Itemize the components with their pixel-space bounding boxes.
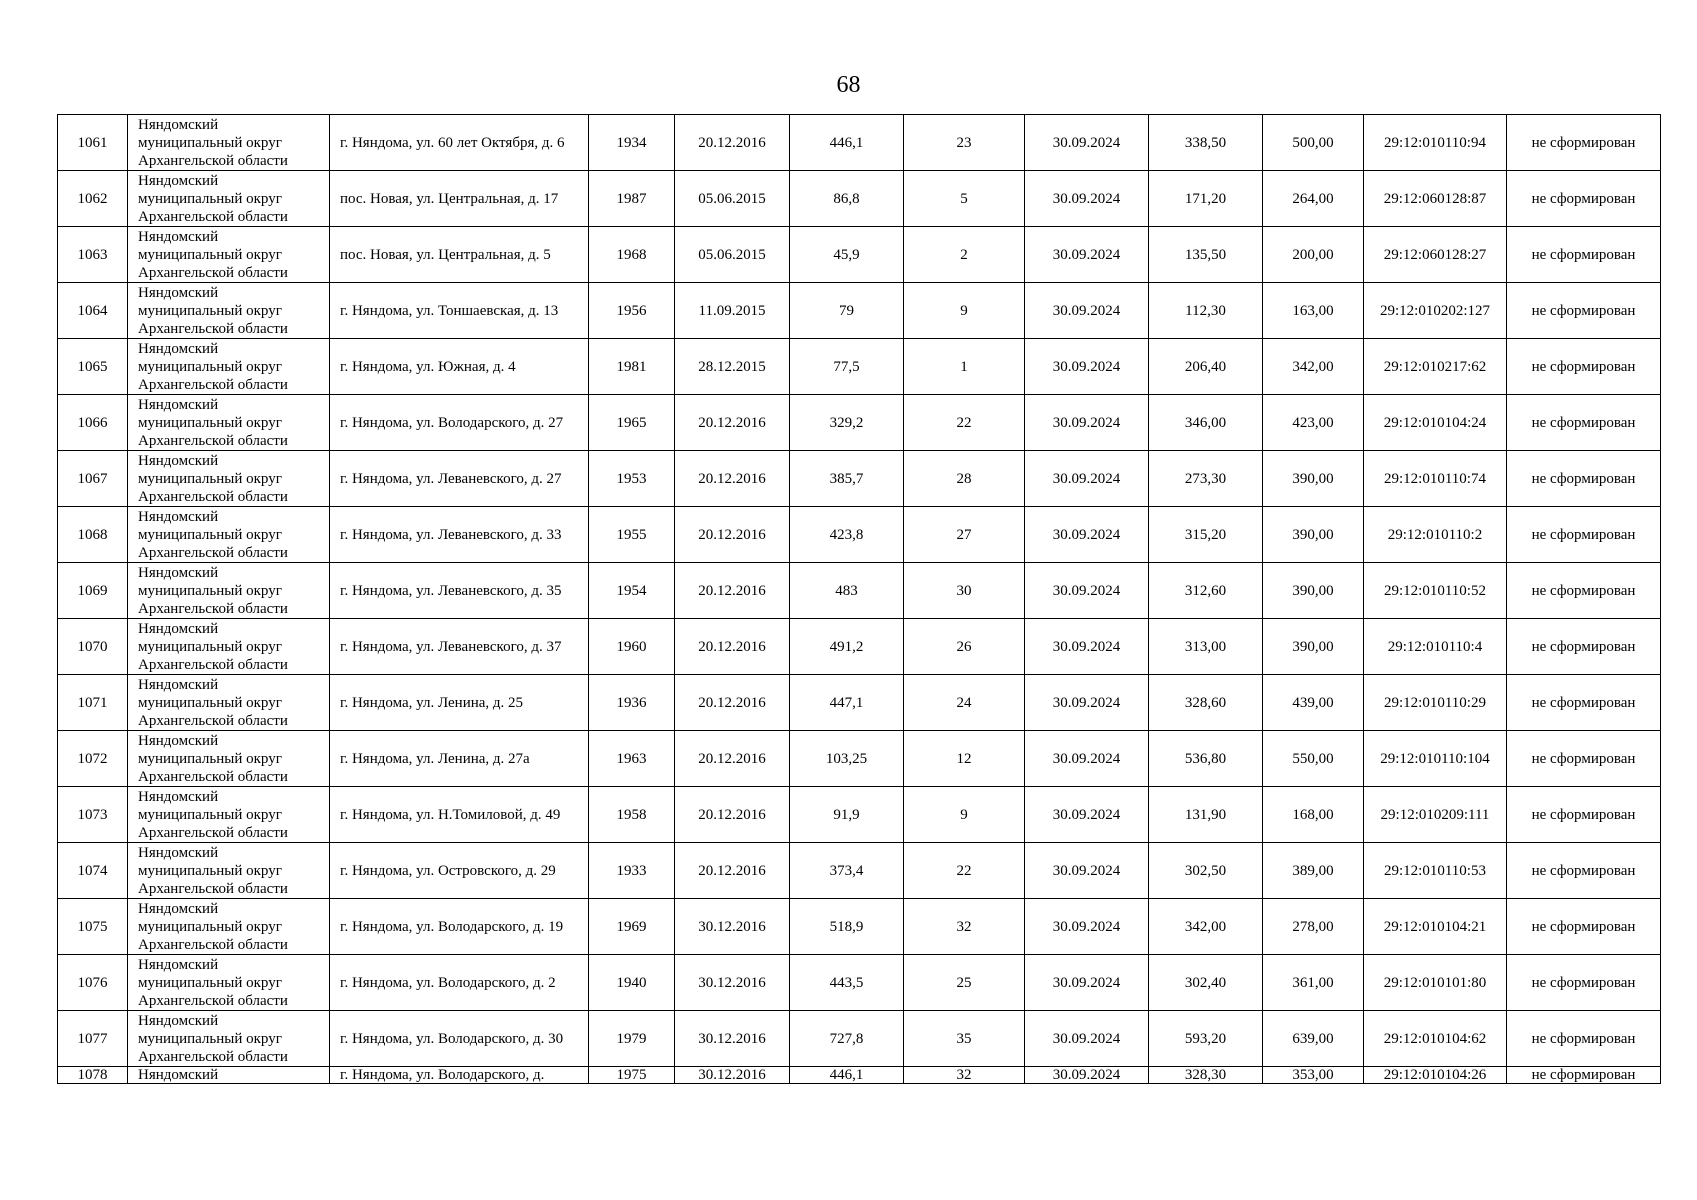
table-row xyxy=(58,451,1661,507)
owner-cell: Няндомский муниципальный округ Архангельской области xyxy=(128,731,330,787)
status-cell: не сформирован xyxy=(1507,955,1661,1011)
value-1-cell: 313,00 xyxy=(1149,619,1263,675)
table-row xyxy=(58,171,1661,227)
value-2-cell: 264,00 xyxy=(1263,171,1364,227)
row-number-cell: 1066 xyxy=(58,395,128,451)
value-2-cell: 390,00 xyxy=(1263,563,1364,619)
value-1-cell: 171,20 xyxy=(1149,171,1263,227)
date-cell: 20.12.2016 xyxy=(675,115,790,171)
plan-date-cell: 30.09.2024 xyxy=(1025,171,1149,227)
value-2-cell: 423,00 xyxy=(1263,395,1364,451)
date-cell: 20.12.2016 xyxy=(675,451,790,507)
status-cell: не сформирован xyxy=(1507,339,1661,395)
row-number-cell: 1067 xyxy=(58,451,128,507)
area-cell: 79 xyxy=(790,283,904,339)
date-cell: 11.09.2015 xyxy=(675,283,790,339)
year-cell: 1940 xyxy=(589,955,675,1011)
owner-cell: Няндомский муниципальный округ Архангельской области xyxy=(128,955,330,1011)
owner-cell: Няндомский муниципальный округ Архангельской области xyxy=(128,227,330,283)
table-row xyxy=(58,227,1661,283)
cadastral-number-cell: 29:12:060128:27 xyxy=(1364,227,1507,283)
table-row xyxy=(58,787,1661,843)
residents-cell: 35 xyxy=(904,1011,1025,1067)
table-row xyxy=(58,899,1661,955)
value-2-cell: 168,00 xyxy=(1263,787,1364,843)
date-cell: 20.12.2016 xyxy=(675,843,790,899)
date-cell: 05.06.2015 xyxy=(675,171,790,227)
plan-date-cell: 30.09.2024 xyxy=(1025,283,1149,339)
year-cell: 1979 xyxy=(589,1011,675,1067)
value-2-cell: 278,00 xyxy=(1263,899,1364,955)
value-1-cell: 338,50 xyxy=(1149,115,1263,171)
value-1-cell: 346,00 xyxy=(1149,395,1263,451)
value-2-cell: 353,00 xyxy=(1263,1067,1364,1084)
plan-date-cell: 30.09.2024 xyxy=(1025,955,1149,1011)
date-cell: 20.12.2016 xyxy=(675,395,790,451)
plan-date-cell: 30.09.2024 xyxy=(1025,451,1149,507)
value-2-cell: 200,00 xyxy=(1263,227,1364,283)
cadastral-number-cell: 29:12:010209:111 xyxy=(1364,787,1507,843)
table-row xyxy=(58,843,1661,899)
value-1-cell: 328,60 xyxy=(1149,675,1263,731)
address-cell: г. Няндома, ул. Леваневского, д. 33 xyxy=(330,507,589,563)
area-cell: 446,1 xyxy=(790,1067,904,1084)
plan-date-cell: 30.09.2024 xyxy=(1025,899,1149,955)
year-cell: 1953 xyxy=(589,451,675,507)
value-1-cell: 131,90 xyxy=(1149,787,1263,843)
address-cell: г. Няндома, ул. Володарского, д. 30 xyxy=(330,1011,589,1067)
owner-cell: Няндомский муниципальный округ Архангельской области xyxy=(128,619,330,675)
area-cell: 329,2 xyxy=(790,395,904,451)
row-number-cell: 1064 xyxy=(58,283,128,339)
row-number-cell: 1065 xyxy=(58,339,128,395)
address-cell: г. Няндома, ул. Островского, д. 29 xyxy=(330,843,589,899)
date-cell: 20.12.2016 xyxy=(675,619,790,675)
year-cell: 1934 xyxy=(589,115,675,171)
owner-cell: Няндомский xyxy=(128,1067,330,1084)
address-cell: г. Няндома, ул. Ленина, д. 27а xyxy=(330,731,589,787)
table-row xyxy=(58,955,1661,1011)
residents-cell: 9 xyxy=(904,283,1025,339)
registry-table xyxy=(57,114,1661,1084)
status-cell: не сформирован xyxy=(1507,171,1661,227)
row-number-cell: 1061 xyxy=(58,115,128,171)
value-1-cell: 302,50 xyxy=(1149,843,1263,899)
residents-cell: 5 xyxy=(904,171,1025,227)
plan-date-cell: 30.09.2024 xyxy=(1025,675,1149,731)
owner-cell: Няндомский муниципальный округ Архангельской области xyxy=(128,283,330,339)
area-cell: 103,25 xyxy=(790,731,904,787)
date-cell: 30.12.2016 xyxy=(675,1011,790,1067)
address-cell: пос. Новая, ул. Центральная, д. 5 xyxy=(330,227,589,283)
address-cell: г. Няндома, ул. Володарского, д. 2 xyxy=(330,955,589,1011)
address-cell: г. Няндома, ул. Володарского, д. 27 xyxy=(330,395,589,451)
value-1-cell: 312,60 xyxy=(1149,563,1263,619)
cadastral-number-cell: 29:12:010101:80 xyxy=(1364,955,1507,1011)
value-2-cell: 550,00 xyxy=(1263,731,1364,787)
year-cell: 1987 xyxy=(589,171,675,227)
row-number-cell: 1078 xyxy=(58,1067,128,1084)
row-number-cell: 1074 xyxy=(58,843,128,899)
area-cell: 443,5 xyxy=(790,955,904,1011)
cadastral-number-cell: 29:12:010110:2 xyxy=(1364,507,1507,563)
residents-cell: 1 xyxy=(904,339,1025,395)
owner-cell: Няндомский муниципальный округ Архангельской области xyxy=(128,843,330,899)
cadastral-number-cell: 29:12:010217:62 xyxy=(1364,339,1507,395)
status-cell: не сформирован xyxy=(1507,395,1661,451)
row-number-cell: 1073 xyxy=(58,787,128,843)
date-cell: 20.12.2016 xyxy=(675,507,790,563)
date-cell: 30.12.2016 xyxy=(675,1067,790,1084)
year-cell: 1955 xyxy=(589,507,675,563)
status-cell: не сформирован xyxy=(1507,507,1661,563)
value-1-cell: 302,40 xyxy=(1149,955,1263,1011)
value-2-cell: 500,00 xyxy=(1263,115,1364,171)
owner-cell: Няндомский муниципальный округ Архангельской области xyxy=(128,395,330,451)
plan-date-cell: 30.09.2024 xyxy=(1025,1067,1149,1084)
area-cell: 491,2 xyxy=(790,619,904,675)
status-cell: не сформирован xyxy=(1507,899,1661,955)
area-cell: 423,8 xyxy=(790,507,904,563)
plan-date-cell: 30.09.2024 xyxy=(1025,115,1149,171)
area-cell: 86,8 xyxy=(790,171,904,227)
value-1-cell: 593,20 xyxy=(1149,1011,1263,1067)
plan-date-cell: 30.09.2024 xyxy=(1025,843,1149,899)
status-cell: не сформирован xyxy=(1507,283,1661,339)
address-cell: г. Няндома, ул. Володарского, д. 19 xyxy=(330,899,589,955)
cadastral-number-cell: 29:12:010110:52 xyxy=(1364,563,1507,619)
cadastral-number-cell: 29:12:010110:29 xyxy=(1364,675,1507,731)
address-cell: г. Няндома, ул. Володарского, д. xyxy=(330,1067,589,1084)
plan-date-cell: 30.09.2024 xyxy=(1025,1011,1149,1067)
residents-cell: 24 xyxy=(904,675,1025,731)
table-row xyxy=(58,619,1661,675)
residents-cell: 25 xyxy=(904,955,1025,1011)
table-row xyxy=(58,283,1661,339)
cadastral-number-cell: 29:12:010104:26 xyxy=(1364,1067,1507,1084)
address-cell: г. Няндома, ул. Леваневского, д. 37 xyxy=(330,619,589,675)
cadastral-number-cell: 29:12:010110:104 xyxy=(1364,731,1507,787)
date-cell: 05.06.2015 xyxy=(675,227,790,283)
cadastral-number-cell: 29:12:010110:4 xyxy=(1364,619,1507,675)
residents-cell: 12 xyxy=(904,731,1025,787)
year-cell: 1969 xyxy=(589,899,675,955)
plan-date-cell: 30.09.2024 xyxy=(1025,227,1149,283)
owner-cell: Няндомский муниципальный округ Архангельской области xyxy=(128,115,330,171)
page-number: 68 xyxy=(836,72,861,98)
residents-cell: 23 xyxy=(904,115,1025,171)
row-number-cell: 1076 xyxy=(58,955,128,1011)
plan-date-cell: 30.09.2024 xyxy=(1025,731,1149,787)
area-cell: 446,1 xyxy=(790,115,904,171)
plan-date-cell: 30.09.2024 xyxy=(1025,339,1149,395)
plan-date-cell: 30.09.2024 xyxy=(1025,787,1149,843)
year-cell: 1975 xyxy=(589,1067,675,1084)
residents-cell: 26 xyxy=(904,619,1025,675)
year-cell: 1958 xyxy=(589,787,675,843)
cadastral-number-cell: 29:12:010110:94 xyxy=(1364,115,1507,171)
table-row xyxy=(58,1011,1661,1067)
date-cell: 20.12.2016 xyxy=(675,675,790,731)
status-cell: не сформирован xyxy=(1507,731,1661,787)
residents-cell: 9 xyxy=(904,787,1025,843)
owner-cell: Няндомский муниципальный округ Архангельской области xyxy=(128,899,330,955)
table-row xyxy=(58,731,1661,787)
address-cell: пос. Новая, ул. Центральная, д. 17 xyxy=(330,171,589,227)
owner-cell: Няндомский муниципальный округ Архангельской области xyxy=(128,1011,330,1067)
value-2-cell: 163,00 xyxy=(1263,283,1364,339)
table-row xyxy=(58,675,1661,731)
year-cell: 1936 xyxy=(589,675,675,731)
status-cell: не сформирован xyxy=(1507,227,1661,283)
residents-cell: 22 xyxy=(904,395,1025,451)
date-cell: 28.12.2015 xyxy=(675,339,790,395)
address-cell: г. Няндома, ул. Леваневского, д. 27 xyxy=(330,451,589,507)
status-cell: не сформирован xyxy=(1507,563,1661,619)
value-1-cell: 206,40 xyxy=(1149,339,1263,395)
owner-cell: Няндомский муниципальный округ Архангельской области xyxy=(128,787,330,843)
row-number-cell: 1077 xyxy=(58,1011,128,1067)
row-number-cell: 1068 xyxy=(58,507,128,563)
value-2-cell: 639,00 xyxy=(1263,1011,1364,1067)
date-cell: 20.12.2016 xyxy=(675,731,790,787)
address-cell: г. Няндома, ул. Ленина, д. 25 xyxy=(330,675,589,731)
year-cell: 1968 xyxy=(589,227,675,283)
residents-cell: 22 xyxy=(904,843,1025,899)
status-cell: не сформирован xyxy=(1507,787,1661,843)
table-row xyxy=(58,115,1661,171)
cadastral-number-cell: 29:12:010110:74 xyxy=(1364,451,1507,507)
cadastral-number-cell: 29:12:010104:62 xyxy=(1364,1011,1507,1067)
cadastral-number-cell: 29:12:010202:127 xyxy=(1364,283,1507,339)
cadastral-number-cell: 29:12:010110:53 xyxy=(1364,843,1507,899)
address-cell: г. Няндома, ул. 60 лет Октября, д. 6 xyxy=(330,115,589,171)
status-cell: не сформирован xyxy=(1507,451,1661,507)
value-2-cell: 439,00 xyxy=(1263,675,1364,731)
value-1-cell: 342,00 xyxy=(1149,899,1263,955)
area-cell: 447,1 xyxy=(790,675,904,731)
status-cell: не сформирован xyxy=(1507,675,1661,731)
year-cell: 1963 xyxy=(589,731,675,787)
owner-cell: Няндомский муниципальный округ Архангельской области xyxy=(128,563,330,619)
table-row-partial xyxy=(58,1067,1661,1084)
value-2-cell: 361,00 xyxy=(1263,955,1364,1011)
value-1-cell: 135,50 xyxy=(1149,227,1263,283)
plan-date-cell: 30.09.2024 xyxy=(1025,619,1149,675)
area-cell: 385,7 xyxy=(790,451,904,507)
row-number-cell: 1069 xyxy=(58,563,128,619)
residents-cell: 28 xyxy=(904,451,1025,507)
area-cell: 91,9 xyxy=(790,787,904,843)
table-row xyxy=(58,339,1661,395)
value-1-cell: 536,80 xyxy=(1149,731,1263,787)
owner-cell: Няндомский муниципальный округ Архангельской области xyxy=(128,675,330,731)
area-cell: 518,9 xyxy=(790,899,904,955)
year-cell: 1960 xyxy=(589,619,675,675)
area-cell: 727,8 xyxy=(790,1011,904,1067)
value-2-cell: 390,00 xyxy=(1263,507,1364,563)
row-number-cell: 1075 xyxy=(58,899,128,955)
value-1-cell: 112,30 xyxy=(1149,283,1263,339)
date-cell: 30.12.2016 xyxy=(675,955,790,1011)
value-1-cell: 273,30 xyxy=(1149,451,1263,507)
date-cell: 20.12.2016 xyxy=(675,563,790,619)
year-cell: 1981 xyxy=(589,339,675,395)
status-cell: не сформирован xyxy=(1507,115,1661,171)
row-number-cell: 1063 xyxy=(58,227,128,283)
table-row xyxy=(58,563,1661,619)
area-cell: 483 xyxy=(790,563,904,619)
status-cell: не сформирован xyxy=(1507,1011,1661,1067)
status-cell: не сформирован xyxy=(1507,1067,1661,1084)
address-cell: г. Няндома, ул. Южная, д. 4 xyxy=(330,339,589,395)
row-number-cell: 1062 xyxy=(58,171,128,227)
table-body xyxy=(58,115,1661,1084)
residents-cell: 32 xyxy=(904,1067,1025,1084)
address-cell: г. Няндома, ул. Тоншаевская, д. 13 xyxy=(330,283,589,339)
row-number-cell: 1070 xyxy=(58,619,128,675)
year-cell: 1956 xyxy=(589,283,675,339)
value-2-cell: 390,00 xyxy=(1263,451,1364,507)
plan-date-cell: 30.09.2024 xyxy=(1025,395,1149,451)
owner-cell: Няндомский муниципальный округ Архангельской области xyxy=(128,451,330,507)
row-number-cell: 1072 xyxy=(58,731,128,787)
value-2-cell: 389,00 xyxy=(1263,843,1364,899)
row-number-cell: 1071 xyxy=(58,675,128,731)
area-cell: 77,5 xyxy=(790,339,904,395)
owner-cell: Няндомский муниципальный округ Архангельской области xyxy=(128,507,330,563)
residents-cell: 32 xyxy=(904,899,1025,955)
cadastral-number-cell: 29:12:060128:87 xyxy=(1364,171,1507,227)
value-1-cell: 328,30 xyxy=(1149,1067,1263,1084)
status-cell: не сформирован xyxy=(1507,619,1661,675)
cadastral-number-cell: 29:12:010104:21 xyxy=(1364,899,1507,955)
date-cell: 30.12.2016 xyxy=(675,899,790,955)
status-cell: не сформирован xyxy=(1507,843,1661,899)
owner-cell: Няндомский муниципальный округ Архангельской области xyxy=(128,171,330,227)
value-2-cell: 342,00 xyxy=(1263,339,1364,395)
address-cell: г. Няндома, ул. Леваневского, д. 35 xyxy=(330,563,589,619)
date-cell: 20.12.2016 xyxy=(675,787,790,843)
year-cell: 1965 xyxy=(589,395,675,451)
year-cell: 1933 xyxy=(589,843,675,899)
table-row xyxy=(58,507,1661,563)
value-2-cell: 390,00 xyxy=(1263,619,1364,675)
area-cell: 45,9 xyxy=(790,227,904,283)
year-cell: 1954 xyxy=(589,563,675,619)
table-row xyxy=(58,395,1661,451)
residents-cell: 30 xyxy=(904,563,1025,619)
area-cell: 373,4 xyxy=(790,843,904,899)
owner-cell: Няндомский муниципальный округ Архангельской области xyxy=(128,339,330,395)
value-1-cell: 315,20 xyxy=(1149,507,1263,563)
residents-cell: 2 xyxy=(904,227,1025,283)
plan-date-cell: 30.09.2024 xyxy=(1025,507,1149,563)
cadastral-number-cell: 29:12:010104:24 xyxy=(1364,395,1507,451)
address-cell: г. Няндома, ул. Н.Томиловой, д. 49 xyxy=(330,787,589,843)
residents-cell: 27 xyxy=(904,507,1025,563)
plan-date-cell: 30.09.2024 xyxy=(1025,563,1149,619)
